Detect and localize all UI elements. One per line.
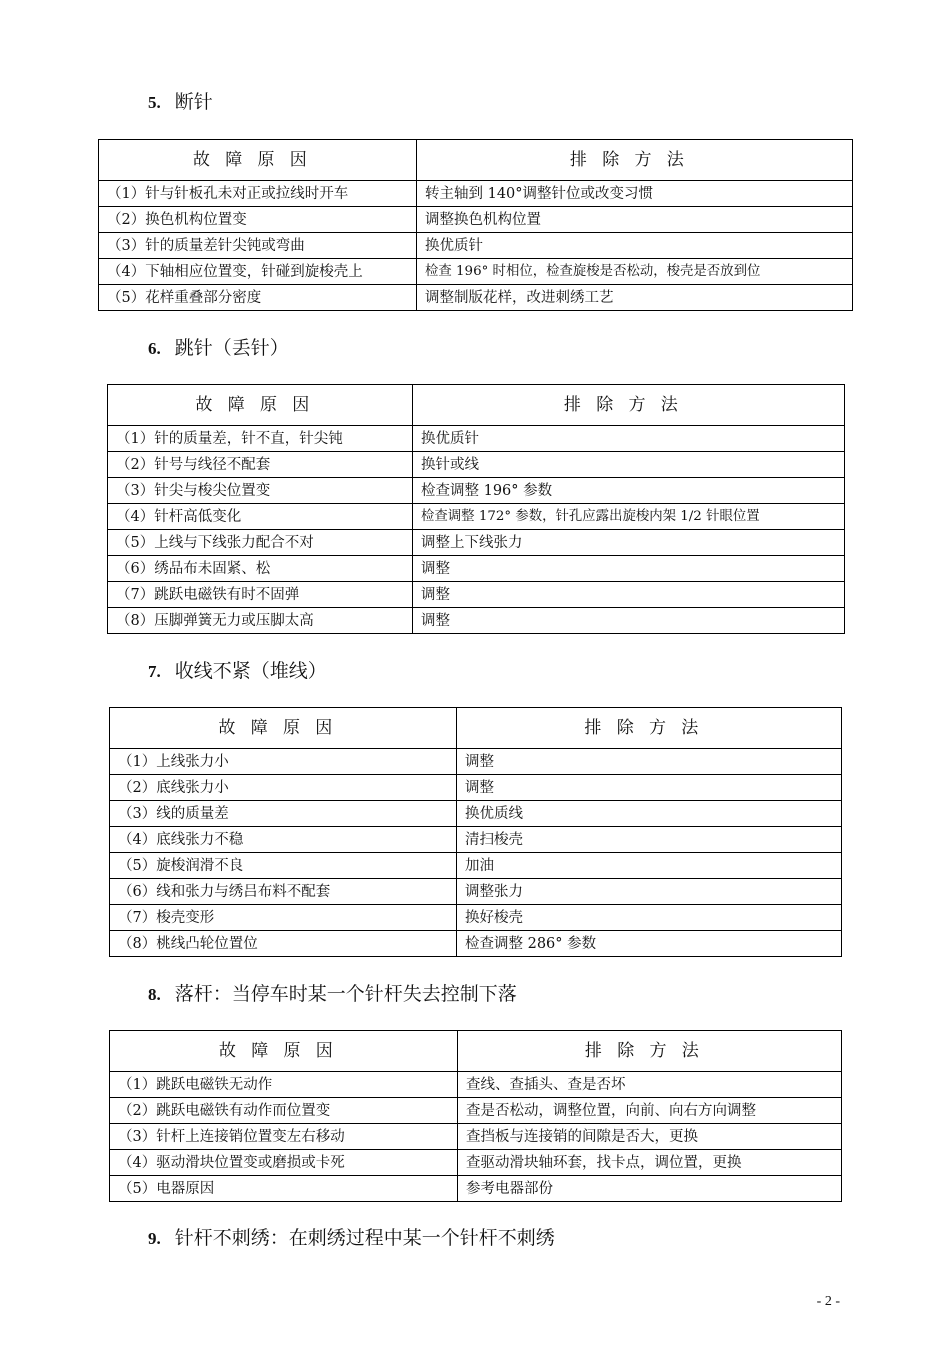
- fix-cell: 换优质线: [457, 801, 842, 827]
- table-header-row: [108, 385, 845, 426]
- cause-cell: （5）花样重叠部分密度: [99, 285, 417, 311]
- fix-cell: 查驱动滑块轴环套，找卡点，调位置，更换: [458, 1150, 842, 1176]
- cause-cell: （1）针的质量差，针不直，针尖钝: [108, 426, 413, 452]
- section-title: 针杆不刺绣：在刺绣过程中某一个针杆不刺绣: [174, 1227, 555, 1249]
- section-number: 8.: [148, 985, 161, 1004]
- fix-cell: 加油: [457, 853, 842, 879]
- header-fix: 排除方法: [413, 385, 845, 426]
- table-row: [110, 749, 842, 775]
- cause-cell: （5）旋梭润滑不良: [110, 853, 457, 879]
- section-number: 9.: [148, 1229, 161, 1248]
- fault-table-6: [107, 384, 845, 634]
- cause-cell: （2）跳跃电磁铁有动作而位置变: [110, 1098, 458, 1124]
- fix-cell: 检查调整 172° 参数，针孔应露出旋梭内架 1/2 针眼位置: [413, 504, 845, 530]
- cause-cell: （5）电器原因: [110, 1176, 458, 1202]
- fix-cell: 查线、查插头、查是否坏: [458, 1072, 842, 1098]
- fix-cell: 调整上下线张力: [413, 530, 845, 556]
- table-row: [108, 530, 845, 556]
- section-title: 落杆：当停车时某一个针杆失去控制下落: [174, 983, 517, 1005]
- table-row: [110, 905, 842, 931]
- cause-cell: （3）针的质量差针尖钝或弯曲: [99, 233, 417, 259]
- fault-table-5: [98, 139, 853, 311]
- table-row: [110, 1176, 842, 1202]
- table-row: [110, 879, 842, 905]
- fix-cell: 参考电器部份: [458, 1176, 842, 1202]
- table-row: [110, 827, 842, 853]
- cause-cell: （4）下轴相应位置变，针碰到旋梭壳上: [99, 259, 417, 285]
- cause-cell: （6）绣品布未固紧、松: [108, 556, 413, 582]
- section-title: 断针: [174, 91, 213, 113]
- section-title: 收线不紧（堆线）: [174, 660, 327, 682]
- table-row: [99, 285, 853, 311]
- cause-cell: （4）驱动滑块位置变或磨损或卡死: [110, 1150, 458, 1176]
- cause-cell: （7）跳跃电磁铁有时不固弹: [108, 582, 413, 608]
- fault-table-8: [109, 1030, 842, 1202]
- cause-cell: （5）上线与下线张力配合不对: [108, 530, 413, 556]
- section-number: 7.: [148, 662, 161, 681]
- header-cause: 故障原因: [108, 385, 413, 426]
- header-fix: 排除方法: [417, 140, 853, 181]
- header-cause: 故障原因: [110, 708, 457, 749]
- table-row: [108, 556, 845, 582]
- fault-table-7: [109, 707, 842, 957]
- cause-cell: （2）换色机构位置变: [99, 207, 417, 233]
- fix-cell: 调整: [457, 749, 842, 775]
- fix-cell: 换优质针: [417, 233, 853, 259]
- table-row: [110, 1072, 842, 1098]
- header-cause: 故障原因: [110, 1031, 458, 1072]
- section-heading-7: [148, 658, 327, 685]
- section-number: 6.: [148, 339, 161, 358]
- cause-cell: （7）梭壳变形: [110, 905, 457, 931]
- section-heading-5: [148, 89, 213, 116]
- table-row: [108, 452, 845, 478]
- fix-cell: 换优质针: [413, 426, 845, 452]
- fix-cell: 调整: [457, 775, 842, 801]
- section-heading-6: [148, 335, 289, 362]
- table-row: [99, 207, 853, 233]
- table-row: [110, 853, 842, 879]
- table-row: [108, 504, 845, 530]
- fix-cell: 调整换色机构位置: [417, 207, 853, 233]
- header-cause: 故障原因: [99, 140, 417, 181]
- table-header-row: [99, 140, 853, 181]
- fix-cell: 换好梭壳: [457, 905, 842, 931]
- table-row: [110, 801, 842, 827]
- cause-cell: （1）跳跃电磁铁无动作: [110, 1072, 458, 1098]
- fix-cell: 清扫梭壳: [457, 827, 842, 853]
- section-heading-8: [148, 981, 517, 1008]
- fix-cell: 检查 196° 时相位，检查旋梭是否松动，梭壳是否放到位: [417, 259, 853, 285]
- table-row: [110, 931, 842, 957]
- page-number: - 2 -: [816, 1294, 840, 1309]
- fix-cell: 检查调整 286° 参数: [457, 931, 842, 957]
- fix-cell: 查是否松动，调整位置，向前、向右方向调整: [458, 1098, 842, 1124]
- table-row: [108, 582, 845, 608]
- cause-cell: （2）底线张力小: [110, 775, 457, 801]
- cause-cell: （4）针杆高低变化: [108, 504, 413, 530]
- fix-cell: 调整张力: [457, 879, 842, 905]
- table-row: [108, 608, 845, 634]
- cause-cell: （3）线的质量差: [110, 801, 457, 827]
- fix-cell: 换针或线: [413, 452, 845, 478]
- table-row: [108, 426, 845, 452]
- table-row: [110, 1150, 842, 1176]
- cause-cell: （1）针与针板孔未对正或拉线时开车: [99, 181, 417, 207]
- table-row: [99, 259, 853, 285]
- table-header-row: [110, 1031, 842, 1072]
- table-row: [99, 233, 853, 259]
- fix-cell: 查挡板与连接销的间隙是否大，更换: [458, 1124, 842, 1150]
- section-title: 跳针（丢针）: [174, 337, 289, 359]
- header-fix: 排除方法: [458, 1031, 842, 1072]
- cause-cell: （2）针号与线径不配套: [108, 452, 413, 478]
- fix-cell: 调整: [413, 608, 845, 634]
- table-row: [110, 775, 842, 801]
- cause-cell: （3）针杆上连接销位置变左右移动: [110, 1124, 458, 1150]
- table-row: [99, 181, 853, 207]
- cause-cell: （1）上线张力小: [110, 749, 457, 775]
- cause-cell: （4）底线张力不稳: [110, 827, 457, 853]
- cause-cell: （8）桃线凸轮位置位: [110, 931, 457, 957]
- cause-cell: （6）线和张力与绣吕布料不配套: [110, 879, 457, 905]
- header-fix: 排除方法: [457, 708, 842, 749]
- section-heading-9: [148, 1225, 555, 1252]
- fix-cell: 检查调整 196° 参数: [413, 478, 845, 504]
- table-header-row: [110, 708, 842, 749]
- cause-cell: （8）压脚弹簧无力或压脚太高: [108, 608, 413, 634]
- cause-cell: （3）针尖与梭尖位置变: [108, 478, 413, 504]
- section-number: 5.: [148, 93, 161, 112]
- table-row: [110, 1124, 842, 1150]
- fix-cell: 调整制版花样，改进刺绣工艺: [417, 285, 853, 311]
- table-row: [110, 1098, 842, 1124]
- table-row: [108, 478, 845, 504]
- fix-cell: 转主轴到 140°调整针位或改变习惯: [417, 181, 853, 207]
- fix-cell: 调整: [413, 582, 845, 608]
- fix-cell: 调整: [413, 556, 845, 582]
